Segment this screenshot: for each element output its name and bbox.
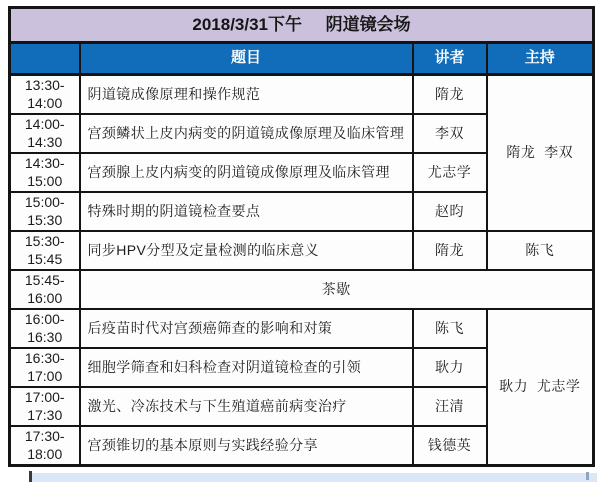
speaker-cell: 隋龙 [413, 231, 487, 270]
header-host: 主持 [487, 43, 594, 75]
time-cell: 15:45-16:00 [10, 270, 80, 309]
time-cell: 14:30-15:00 [10, 153, 80, 192]
speaker-cell: 赵昀 [413, 192, 487, 231]
tea-break-cell: 茶歇 [80, 270, 594, 309]
time-cell: 16:30-17:00 [10, 348, 80, 387]
schedule-row [10, 309, 594, 348]
time-cell: 17:30-18:00 [10, 426, 80, 466]
speaker-cell: 陈飞 [413, 309, 487, 348]
schedule-row [10, 231, 594, 270]
speaker-cell: 尤志学 [413, 153, 487, 192]
time-cell: 14:00-14:30 [10, 114, 80, 153]
next-table-top-strip [29, 473, 597, 482]
topic-cell: 特殊时期的阴道镜检查要点 [80, 192, 413, 231]
speaker-cell: 汪清 [413, 387, 487, 426]
topic-cell: 宫颈腺上皮内病变的阴道镜成像原理及临床管理 [80, 153, 413, 192]
time-cell: 16:00-16:30 [10, 309, 80, 348]
topic-cell: 宫颈鳞状上皮内病变的阴道镜成像原理及临床管理 [80, 114, 413, 153]
session-title-row [10, 8, 594, 43]
speaker-cell: 李双 [413, 114, 487, 153]
speaker-cell: 耿力 [413, 348, 487, 387]
topic-cell: 宫颈锥切的基本原则与实践经验分享 [80, 426, 413, 466]
time-cell: 15:00-15:30 [10, 192, 80, 231]
topic-cell: 后疫苗时代对宫颈癌筛查的影响和对策 [80, 309, 413, 348]
next-table-left-border-tick [29, 471, 32, 482]
topic-cell: 细胞学筛查和妇科检查对阴道镜检查的引领 [80, 348, 413, 387]
time-cell: 17:00-17:30 [10, 387, 80, 426]
time-cell: 15:30-15:45 [10, 231, 80, 270]
header-topic: 题目 [80, 43, 413, 75]
speaker-cell: 钱德英 [413, 426, 487, 466]
host-cell-block3: 耿力 尤志学 [487, 309, 594, 466]
session-title: 2018/3/31下午 阴道镜会场 [10, 8, 594, 43]
header-speaker: 讲者 [413, 43, 487, 75]
break-row [10, 270, 594, 309]
conference-schedule-table [8, 6, 595, 467]
schedule-row [10, 75, 594, 115]
next-table-right-border-tick [586, 472, 589, 480]
host-cell-block1: 隋龙 李双 [487, 75, 594, 232]
time-cell: 13:30-14:00 [10, 75, 80, 115]
header-time [10, 43, 80, 75]
topic-cell: 激光、冷冻技术与下生殖道癌前病变治疗 [80, 387, 413, 426]
column-header-row [10, 43, 594, 75]
host-cell-block2: 陈飞 [487, 231, 594, 270]
topic-cell: 阴道镜成像原理和操作规范 [80, 75, 413, 115]
topic-cell: 同步HPV分型及定量检测的临床意义 [80, 231, 413, 270]
speaker-cell: 隋龙 [413, 75, 487, 115]
